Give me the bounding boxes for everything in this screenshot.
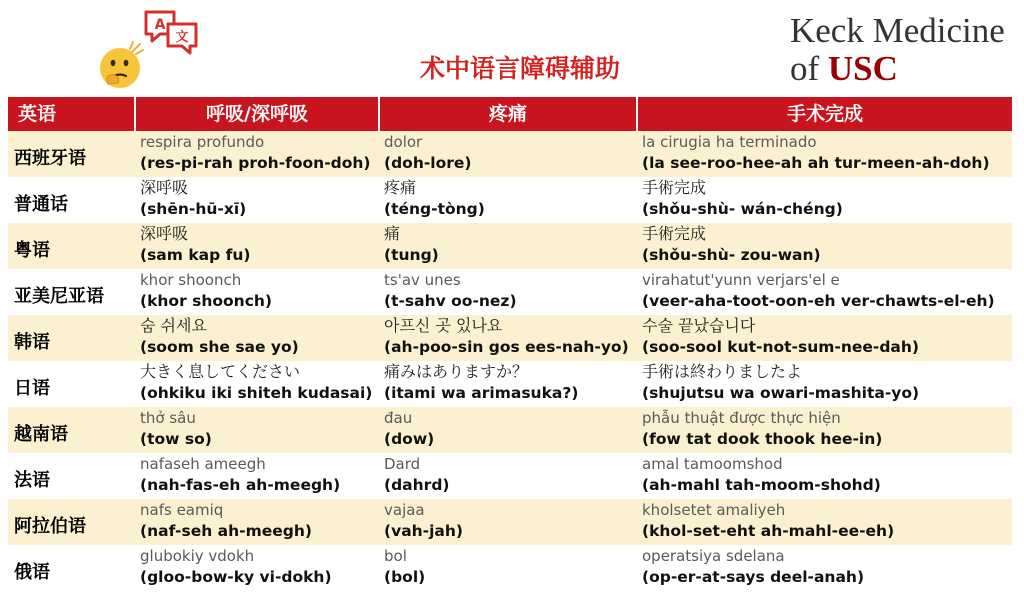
breathe-cell bbox=[136, 499, 380, 545]
done-cell bbox=[638, 407, 1012, 453]
logo-line2 bbox=[790, 50, 1020, 88]
breathe-cell bbox=[136, 177, 380, 223]
table-row bbox=[8, 545, 1012, 591]
pain-pronunciation: (itami wa arimasuka?) bbox=[384, 384, 579, 402]
pain-cell bbox=[380, 269, 638, 315]
breathe-cell bbox=[136, 361, 380, 407]
table-row bbox=[8, 223, 1012, 269]
done-cell bbox=[638, 223, 1012, 269]
pain-native: 痛みはありますか？ bbox=[384, 362, 529, 381]
done-cell bbox=[638, 499, 1012, 545]
language-label: 俄语 bbox=[14, 562, 50, 583]
breathe-cell bbox=[136, 223, 380, 269]
done-native: 手術は終わりましたよ bbox=[642, 362, 803, 381]
done-native: operatsiya sdelana bbox=[642, 547, 785, 565]
breathe-native: glubokiy vdokh bbox=[140, 547, 255, 565]
done-pronunciation: (khol-set-eht ah-mahl-ee-eh) bbox=[642, 522, 895, 540]
breathe-pronunciation: (res-pi-rah proh-foon-doh) bbox=[140, 154, 371, 172]
done-pronunciation: (shujutsu wa owari-mashita-yo) bbox=[642, 384, 920, 402]
breathe-pronunciation: (khor shoonch) bbox=[140, 292, 273, 310]
header-surgery-done: 手术完成 bbox=[786, 103, 863, 125]
done-cell bbox=[638, 269, 1012, 315]
pain-pronunciation: (dow) bbox=[384, 430, 435, 448]
breathe-native: 大きく息してください bbox=[140, 362, 301, 381]
done-pronunciation: (la see-roo-hee-ah ah tur-meen-ah-doh) bbox=[642, 154, 990, 172]
done-pronunciation: (fow tat dook thook hee-in) bbox=[642, 430, 883, 448]
page-header bbox=[0, 0, 1024, 98]
pain-cell bbox=[380, 223, 638, 269]
table-row bbox=[8, 177, 1012, 223]
breathe-cell bbox=[136, 315, 380, 361]
breathe-native: nafs eamiq bbox=[140, 501, 224, 519]
breathe-native: 숨 쉬세요 bbox=[140, 316, 207, 335]
breathe-native: respira profundo bbox=[140, 133, 265, 151]
done-native: 手術完成 bbox=[642, 178, 707, 197]
table-row bbox=[8, 269, 1012, 315]
breathe-pronunciation: (sam kap fu) bbox=[140, 246, 251, 264]
breathe-cell bbox=[136, 269, 380, 315]
header-language: 英语 bbox=[8, 97, 136, 131]
pain-cell bbox=[380, 315, 638, 361]
pain-native: 疼痛 bbox=[384, 178, 417, 197]
done-native: 수술 끝났습니다 bbox=[642, 316, 756, 335]
table-row bbox=[8, 407, 1012, 453]
language-label: 日语 bbox=[14, 378, 50, 399]
header-breathe: 呼吸/深呼吸 bbox=[136, 97, 380, 131]
pain-cell bbox=[380, 131, 638, 177]
pain-native: Dard bbox=[384, 455, 421, 473]
logo-line1: Keck Medicine bbox=[790, 11, 1005, 50]
pain-pronunciation: (t-sahv oo-nez) bbox=[384, 292, 517, 310]
breathe-cell bbox=[136, 407, 380, 453]
pain-native: đau bbox=[384, 409, 413, 427]
breathe-cell bbox=[136, 453, 380, 499]
page-title: 术中语言障碍辅助 bbox=[419, 54, 620, 83]
pain-cell bbox=[380, 177, 638, 223]
breathe-pronunciation: (naf-seh ah-meegh) bbox=[140, 522, 312, 540]
breathe-cell bbox=[136, 545, 380, 591]
pain-native: 痛 bbox=[384, 224, 401, 243]
pain-native: 아프신 곳 있나요 bbox=[384, 316, 503, 335]
done-pronunciation: (soo-sool kut-not-sum-nee-dah) bbox=[642, 338, 919, 356]
breathe-native: khor shoonch bbox=[140, 271, 242, 289]
table-header-row bbox=[8, 97, 1012, 131]
keck-medicine-logo bbox=[790, 12, 1020, 88]
pain-pronunciation: (tung) bbox=[384, 246, 439, 264]
pain-cell bbox=[380, 545, 638, 591]
done-cell bbox=[638, 177, 1012, 223]
pain-native: ts'av unes bbox=[384, 271, 461, 289]
translate-icon bbox=[142, 8, 200, 58]
done-native: amal tamoomshod bbox=[642, 455, 783, 473]
table-row bbox=[8, 315, 1012, 361]
pain-cell bbox=[380, 407, 638, 453]
pain-native: bol bbox=[384, 547, 407, 565]
done-cell bbox=[638, 131, 1012, 177]
breathe-pronunciation: (nah-fas-eh ah-meegh) bbox=[140, 476, 341, 494]
done-pronunciation: (shǒu-shù- wán-chéng) bbox=[642, 200, 843, 218]
breathe-native: 深呼吸 bbox=[140, 178, 189, 197]
done-pronunciation: (ah-mahl tah-moom-shohd) bbox=[642, 476, 881, 494]
pain-pronunciation: (ah-poo-sin gos ees-nah-yo) bbox=[384, 338, 629, 356]
done-pronunciation: (op-er-at-says deel-anah) bbox=[642, 568, 865, 586]
breathe-pronunciation: (shēn-hū-xī) bbox=[140, 200, 247, 218]
language-label: 西班牙语 bbox=[14, 148, 86, 169]
table-row bbox=[8, 131, 1012, 177]
pain-pronunciation: (bol) bbox=[384, 568, 426, 586]
done-native: la cirugia ha terminado bbox=[642, 133, 817, 151]
translate-icon-letter-wen: 文 bbox=[175, 30, 189, 45]
pain-cell bbox=[380, 453, 638, 499]
logo-usc: USC bbox=[827, 49, 898, 88]
done-cell bbox=[638, 453, 1012, 499]
table-row bbox=[8, 361, 1012, 407]
done-cell bbox=[638, 361, 1012, 407]
pain-native: dolor bbox=[384, 133, 423, 151]
breathe-pronunciation: (ohkiku iki shiteh kudasai) bbox=[140, 384, 373, 402]
language-label: 普通话 bbox=[14, 194, 68, 215]
breathe-native: nafaseh ameegh bbox=[140, 455, 266, 473]
done-native: 手術完成 bbox=[642, 224, 707, 243]
done-cell bbox=[638, 315, 1012, 361]
breathe-cell bbox=[136, 131, 380, 177]
language-label: 法语 bbox=[14, 470, 50, 491]
language-label: 粤语 bbox=[14, 240, 50, 261]
pain-cell bbox=[380, 361, 638, 407]
done-pronunciation: (veer-aha-toot-oon-eh ver-chawts-el-eh) bbox=[642, 292, 995, 310]
translate-icon-letter-a: A bbox=[154, 17, 166, 33]
pain-pronunciation: (téng-tòng) bbox=[384, 200, 485, 218]
breathe-native: 深呼吸 bbox=[140, 224, 189, 243]
pain-pronunciation: (vah-jah) bbox=[384, 522, 464, 540]
thinking-face-icon bbox=[96, 40, 148, 92]
pain-cell bbox=[380, 499, 638, 545]
language-label: 越南语 bbox=[14, 424, 68, 445]
pain-native: vajaa bbox=[384, 501, 425, 519]
done-native: virahatut'yunn verjars'el e bbox=[642, 271, 840, 289]
pain-pronunciation: (doh-lore) bbox=[384, 154, 472, 172]
done-cell bbox=[638, 545, 1012, 591]
pain-pronunciation: (dahrd) bbox=[384, 476, 450, 494]
breathe-pronunciation: (soom she sae yo) bbox=[140, 338, 299, 356]
done-native: kholsetet amaliyeh bbox=[642, 501, 786, 519]
language-label: 亚美尼亚语 bbox=[14, 286, 104, 307]
breathe-pronunciation: (tow so) bbox=[140, 430, 212, 448]
logo-line2-prefix: of bbox=[790, 49, 828, 88]
header-pain: 疼痛 bbox=[380, 97, 638, 131]
breathe-pronunciation: (gloo-bow-ky vi-dokh) bbox=[140, 568, 332, 586]
phrase-table bbox=[8, 97, 1012, 591]
language-label: 韩语 bbox=[14, 332, 50, 353]
table-row bbox=[8, 499, 1012, 545]
language-label: 阿拉伯语 bbox=[14, 516, 86, 537]
breathe-native: thở sâu bbox=[140, 409, 196, 427]
done-native: phẫu thuật được thực hiện bbox=[642, 409, 841, 427]
done-pronunciation: (shǒu-shù- zou-wan) bbox=[642, 246, 821, 264]
table-row bbox=[8, 453, 1012, 499]
